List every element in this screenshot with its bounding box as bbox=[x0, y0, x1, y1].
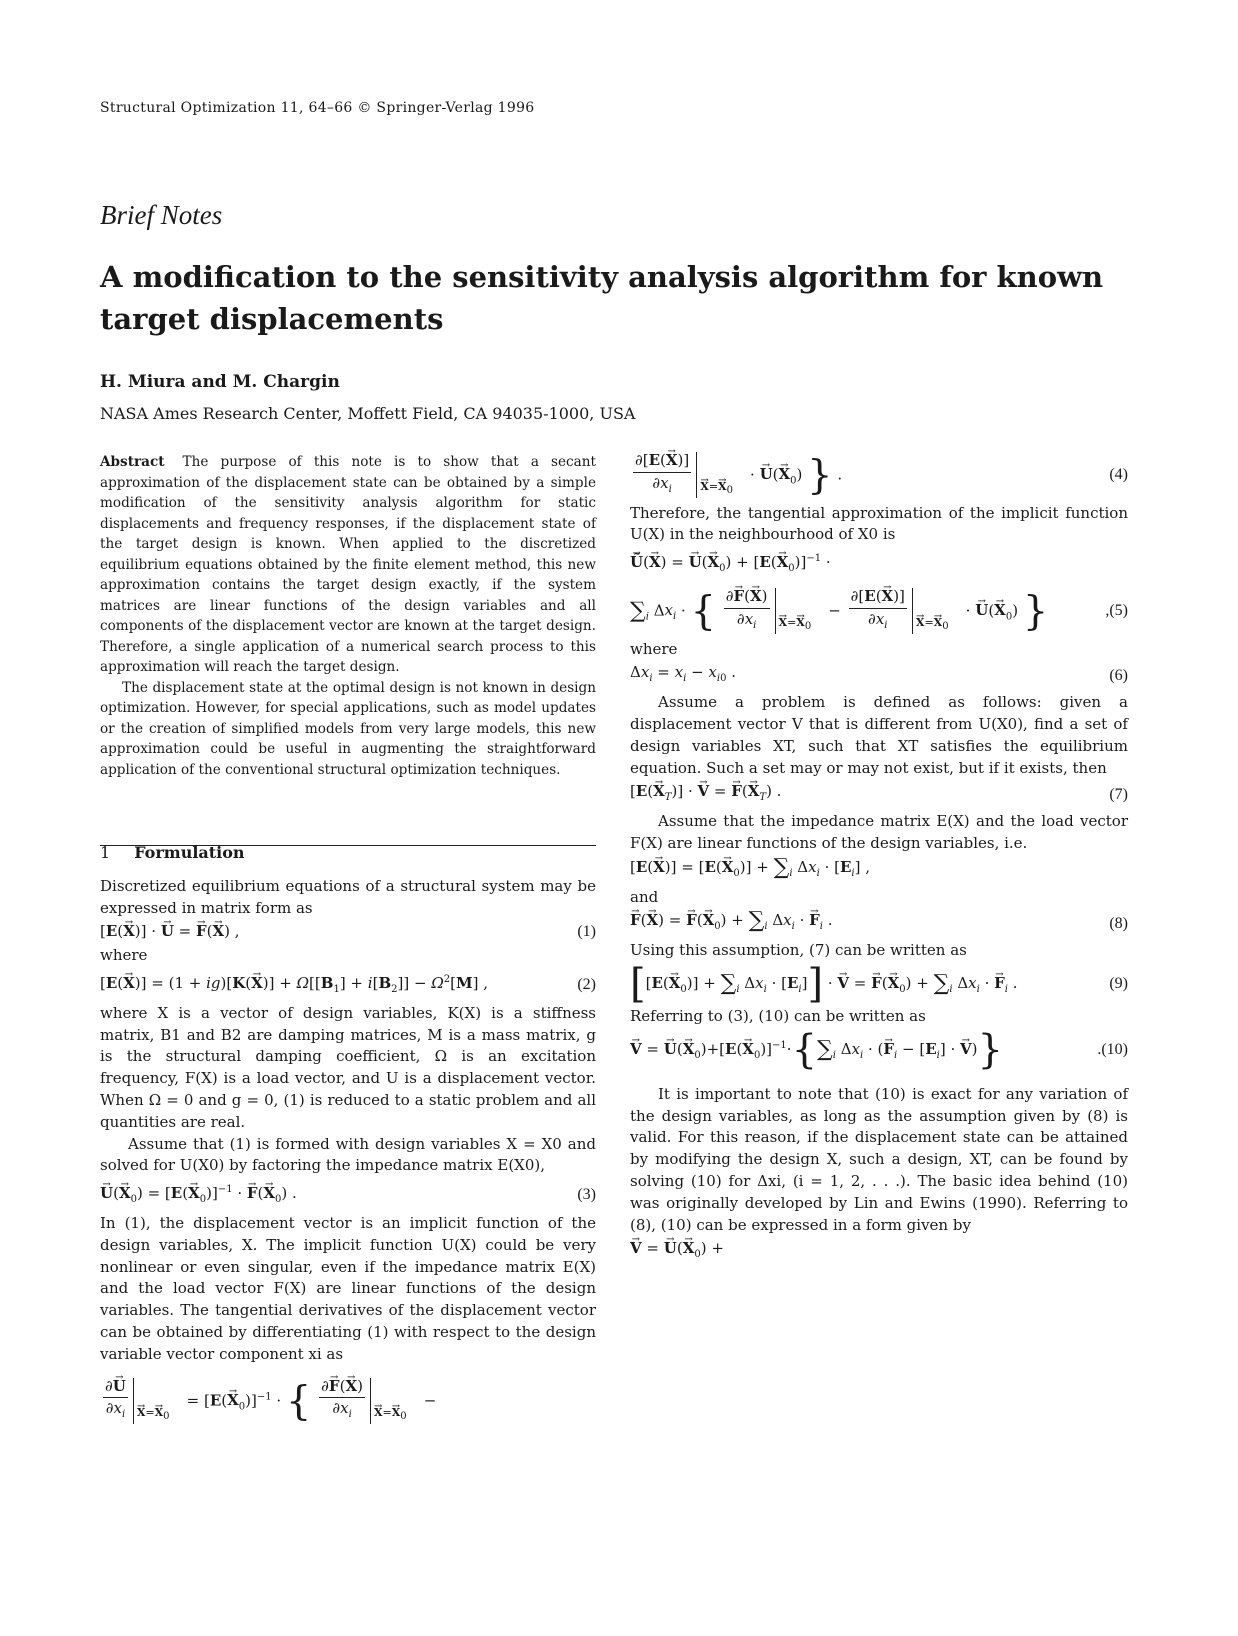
equation-final bbox=[630, 1238, 1128, 1266]
paragraph-problem: Assume a problem is defined as follows: given a displacement vector V that is different from U(X0), find a set of design variables XT, such that XT satisfies the equilibrium equation. Such a set may or may not exist, but if it exists, then bbox=[630, 693, 1128, 777]
section-label: Brief Notes bbox=[100, 200, 223, 230]
equation-2 bbox=[100, 969, 596, 1001]
equation-3-body: → $U(\to X_0) = [E(\to X_0)]^{-1}$ · → $F(\to X_0)$ . bbox=[100, 1179, 297, 1211]
equation-1-body: [E(→ X)] · → U = → F(→ X) , bbox=[100, 921, 240, 943]
paragraph-definitions: where X is a vector of design variables, K(X) is a stiffness matrix, B1 and B2 are damping matrices, M is a mass matrix, g is the structural damping coefficient, Ω is an excitation frequency, F(X) is a load vector, and U is a displacement vector. When Ω = 0 and g = 0, (1) is reduced to a static problem and all quantities are real. bbox=[100, 1003, 596, 1131]
paper-title: A modification to the sensitivity analysis algorithm for known target displacements bbox=[100, 260, 1104, 336]
equation-4-number: (4) bbox=[1109, 466, 1128, 484]
equation-3-number: (3) bbox=[577, 1186, 596, 1204]
equation-7 bbox=[630, 781, 1128, 809]
equation-6-body: $\Delta x_i = x_i - x_{i0}$ . bbox=[630, 663, 736, 685]
paragraph-therefore: Therefore, the tangential approximation of the implicit function U(X) in the neighbourhood of X0 is bbox=[630, 503, 1128, 544]
abstract-keyword: Abstract bbox=[100, 454, 165, 470]
equation-5-body: $\sum_i$ $\Delta x_i$ · { $\frac{\partial\to F(\to X)}{\partial x_i}$ → $X=\to X_0$ − $\frac{\partial[E(\to X)]}{\partial x_i}$ → $X=\to X_0$ · → $U(\to X_0)$ } bbox=[630, 586, 1048, 637]
equation-1-number: (1) bbox=[577, 923, 596, 941]
authors: H. Miura and M. Chargin bbox=[100, 372, 340, 392]
equation-8-body: → F(→ X) = → $F(\to X_0) + \sum_i$ $\Delta x_i$ · → $F_i$ . bbox=[630, 910, 833, 938]
paragraph-referring: Referring to (3), (10) can be written as bbox=[630, 1006, 926, 1025]
affiliation: NASA Ames Research Center, Moffett Field, CA 94035-1000, USA bbox=[100, 404, 636, 423]
equation-6-number: (6) bbox=[1109, 667, 1128, 685]
equation-5 bbox=[630, 586, 1128, 637]
equation-7-number: (7) bbox=[1109, 786, 1128, 804]
equation-7-body: $[E(\to X_T)]$ · → V = → $F(\to X_T)$ . bbox=[630, 781, 781, 809]
where-label-1: where bbox=[100, 946, 148, 965]
equation-8a bbox=[630, 854, 1128, 885]
equation-derivative bbox=[100, 1376, 596, 1427]
paragraph-important: It is important to note that (10) is exact for any variation of the design variables, as long as the assumption given by (8) is valid. For this reason, if the displacement state can be attained by modifying the design X, such a design, XT, can be found by solving (10) for Δxi, (i = 1, 2, . . .). The basic idea behind (10) was originally developed by Lin and Ewins (1990). Referring to (8), (10) can be expressed in a form given by bbox=[630, 1084, 1128, 1234]
equation-9 bbox=[630, 960, 1128, 1007]
where-label-5: where bbox=[630, 639, 678, 658]
equation-5a-body: → Ũ(→ X) = → $U(\to X_0) + [E(\to X_0)]^{-1}$ · bbox=[630, 548, 831, 580]
paragraph-intro: Discretized equilibrium equations of a structural system may be expressed in matrix form as bbox=[100, 876, 596, 917]
equation-1 bbox=[100, 921, 596, 943]
abstract-text-1: The purpose of this note is to show that a secant approximation of the displacement state can be obtained by a simple modification of the sensitivity analysis algorithm for static displacements and frequency responses, if the displacement state of the target design is known. When applied to the discretized equilibrium equations obtained by the finite element method, this new approximation contains the target design exactly, if the system matrices are linear functions of the design variables and all components of the displacement vector are known at the target design. Therefore, a single application of a numerical search process to this approximation will reach the target design. bbox=[100, 454, 596, 675]
equation-8-number: (8) bbox=[1109, 915, 1128, 933]
abstract-paragraph-1 bbox=[100, 452, 596, 678]
equation-3 bbox=[100, 1179, 596, 1211]
equation-2-number: (2) bbox=[577, 975, 596, 993]
paragraph-implicit: In (1), the displacement vector is an implicit function of the design variables, X. The implicit function U(X) could be very nonlinear or even singular, even if the impedance matrix E(X) and the load vector F(X) are linear functions of the design variables. The tangential derivatives of the displacement vector can be obtained by differentiating (1) with respect to the design variable vector component xi as bbox=[100, 1213, 596, 1363]
equation-9-number: (9) bbox=[1109, 975, 1128, 993]
and-label: and bbox=[630, 887, 659, 906]
equation-5a bbox=[630, 548, 1128, 580]
journal-line: Structural Optimization 11, 64–66 © Springer-Verlag 1996 bbox=[100, 100, 535, 116]
equation-final-body: → V = → $U(\to X_0)$ + bbox=[630, 1238, 724, 1266]
section-heading bbox=[100, 842, 596, 864]
section-title: Formulation bbox=[134, 843, 245, 862]
equation-8 bbox=[630, 910, 1128, 938]
section-number: 1 bbox=[100, 843, 111, 862]
section-formulation bbox=[100, 842, 596, 1428]
equation-9-body: [$[E(\to X_0)] + \sum_i$ $\Delta x_i \cdot [E_i]$] · → V = → $F(\to X_0) + \sum_i$ $\Delta x_i$ · → $F_i$ . bbox=[630, 964, 1018, 1004]
equation-2-body: $[E(\to X)] = (1 + ig)[K(\to X)] + \Omega[[B_1] + i[B_2]] - \Omega^2[M]$ , bbox=[100, 969, 488, 1001]
equation-10-number: .(10) bbox=[1097, 1040, 1128, 1058]
equation-5-number: ,(5) bbox=[1105, 602, 1128, 620]
equation-derivative-body: $\frac{\partial\to U}{\partial x_i}$ → $X=\to X_0$ = $[E(\to X_0)]^{-1}$ · { $\frac{\partial\to F(\to X)}{\partial x_i}$ → $X=\to X_0$ − bbox=[100, 1376, 436, 1427]
equation-10 bbox=[630, 1026, 1128, 1073]
paragraph-linear: Assume that the impedance matrix E(X) and the load vector F(X) are linear functions of the design variables, i.e. bbox=[630, 812, 1128, 852]
equation-6 bbox=[630, 662, 1128, 690]
equation-10-body: → V = → $U(\to X_0)+[E(\to X_0)]^{-1}\cdot\{\sum_i$ $\Delta x_i$ · (→ $F_i - [E_i]$ · → V)} bbox=[630, 1030, 1003, 1070]
right-column bbox=[630, 448, 1128, 1268]
abstract-paragraph-2: The displacement state at the optimal design is not known in design optimization. However, for special applications, such as model updates or the creation of simplified models from very large models, this new approximation could be useful in augmenting the straightforward application of the conventional structural optimization techniques. bbox=[100, 679, 596, 778]
equation-8a-body: $[E(\to X)] = [E(\to X_0)] + \sum_i$ $\Delta x_i \cdot [E_i]$ , bbox=[630, 857, 870, 885]
paragraph-using: Using this assumption, (7) can be written as bbox=[630, 941, 967, 960]
paragraph-assume: Assume that (1) is formed with design variables X = X0 and solved for U(X0) by factoring the impedance matrix E(X0), bbox=[100, 1134, 596, 1175]
equation-4 bbox=[630, 450, 1128, 501]
equation-4-body: $\frac{\partial[E(\to X)]}{\partial x_i}$ → $X=\to X_0$ · → $U(\to X_0)$ } . bbox=[630, 450, 842, 501]
abstract bbox=[100, 452, 596, 780]
